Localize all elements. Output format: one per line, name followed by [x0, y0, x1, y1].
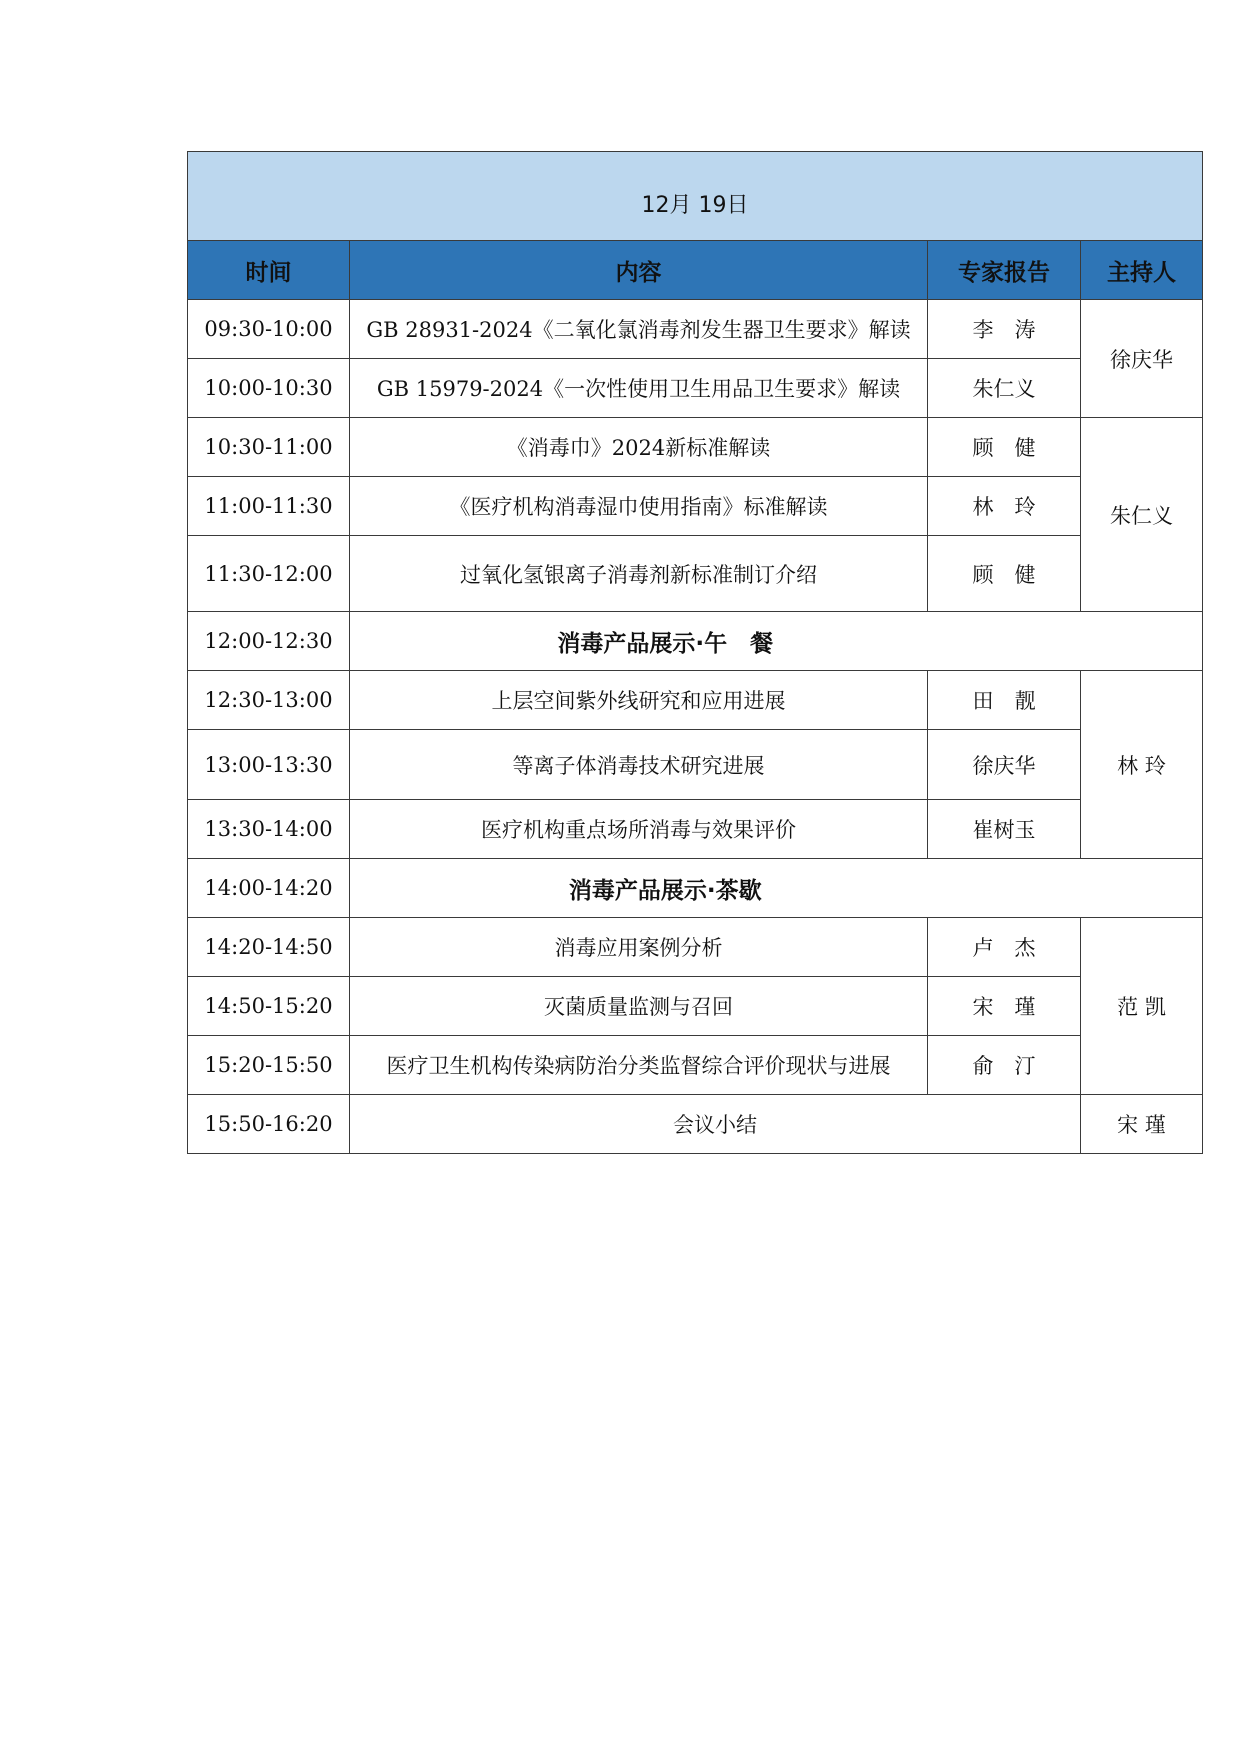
header-time: 时间: [188, 241, 350, 300]
table-row: [188, 477, 1203, 536]
session-time: 14:00-14:20: [188, 859, 350, 918]
session-speaker: 顾 健: [928, 418, 1081, 477]
session-time: 13:30-14:00: [188, 800, 350, 859]
date-title: 12月 19日: [188, 152, 1203, 241]
session-topic: 灭菌质量监测与召回: [350, 977, 928, 1036]
table-row: [188, 1036, 1203, 1095]
header-row: [188, 241, 1203, 300]
table-row: [188, 418, 1203, 477]
session-time: 09:30-10:00: [188, 300, 350, 359]
session-speaker: 田 靓: [928, 671, 1081, 730]
session-topic: 消毒应用案例分析: [350, 918, 928, 977]
session-time: 12:30-13:00: [188, 671, 350, 730]
table-row: [188, 730, 1203, 800]
session-topic: 《医疗机构消毒湿巾使用指南》标准解读: [350, 477, 928, 536]
header-content: 内容: [350, 241, 928, 300]
break-label: 消毒产品展示·茶歇: [350, 859, 1081, 918]
agenda-table: [187, 151, 1203, 1154]
break-empty-cell: [1081, 612, 1203, 671]
session-topic: 等离子体消毒技术研究进展: [350, 730, 928, 800]
session-time: 10:00-10:30: [188, 359, 350, 418]
session-host: 宋 瑾: [1081, 1095, 1203, 1154]
session-topic: 医疗机构重点场所消毒与效果评价: [350, 800, 928, 859]
session-time: 13:00-13:30: [188, 730, 350, 800]
table-row: [188, 918, 1203, 977]
session-speaker: 宋 瑾: [928, 977, 1081, 1036]
session-speaker: 李 涛: [928, 300, 1081, 359]
session-time: 11:00-11:30: [188, 477, 350, 536]
table-row: [188, 800, 1203, 859]
break-label: 消毒产品展示·午 餐: [350, 612, 1081, 671]
break-row: [188, 612, 1203, 671]
session-host: 林 玲: [1081, 671, 1203, 859]
session-topic: GB 15979-2024《一次性使用卫生用品卫生要求》解读: [350, 359, 928, 418]
table-row: [188, 977, 1203, 1036]
session-topic: 会议小结: [350, 1095, 1081, 1154]
session-topic: 《消毒巾》2024新标准解读: [350, 418, 928, 477]
session-host: 朱仁义: [1081, 418, 1203, 612]
session-speaker: 朱仁义: [928, 359, 1081, 418]
session-time: 14:20-14:50: [188, 918, 350, 977]
session-speaker: 徐庆华: [928, 730, 1081, 800]
session-speaker: 卢 杰: [928, 918, 1081, 977]
session-time: 14:50-15:20: [188, 977, 350, 1036]
table-row: [188, 300, 1203, 359]
session-time: 12:00-12:30: [188, 612, 350, 671]
table-row: [188, 359, 1203, 418]
session-topic: 上层空间紫外线研究和应用进展: [350, 671, 928, 730]
table-row: [188, 671, 1203, 730]
table-row: [188, 1095, 1203, 1154]
header-host: 主持人: [1081, 241, 1203, 300]
session-time: 11:30-12:00: [188, 536, 350, 612]
session-speaker: 林 玲: [928, 477, 1081, 536]
session-topic: 医疗卫生机构传染病防治分类监督综合评价现状与进展: [350, 1036, 928, 1095]
session-speaker: 顾 健: [928, 536, 1081, 612]
session-speaker: 崔树玉: [928, 800, 1081, 859]
table-row: [188, 536, 1203, 612]
break-row: [188, 859, 1203, 918]
session-topic: 过氧化氢银离子消毒剂新标准制订介绍: [350, 536, 928, 612]
break-empty-cell: [1081, 859, 1203, 918]
session-time: 15:50-16:20: [188, 1095, 350, 1154]
date-row: [188, 152, 1203, 241]
session-host: 范 凯: [1081, 918, 1203, 1095]
session-time: 10:30-11:00: [188, 418, 350, 477]
session-topic: GB 28931-2024《二氧化氯消毒剂发生器卫生要求》解读: [350, 300, 928, 359]
session-time: 15:20-15:50: [188, 1036, 350, 1095]
session-host: 徐庆华: [1081, 300, 1203, 418]
header-speaker: 专家报告: [928, 241, 1081, 300]
session-speaker: 俞 汀: [928, 1036, 1081, 1095]
